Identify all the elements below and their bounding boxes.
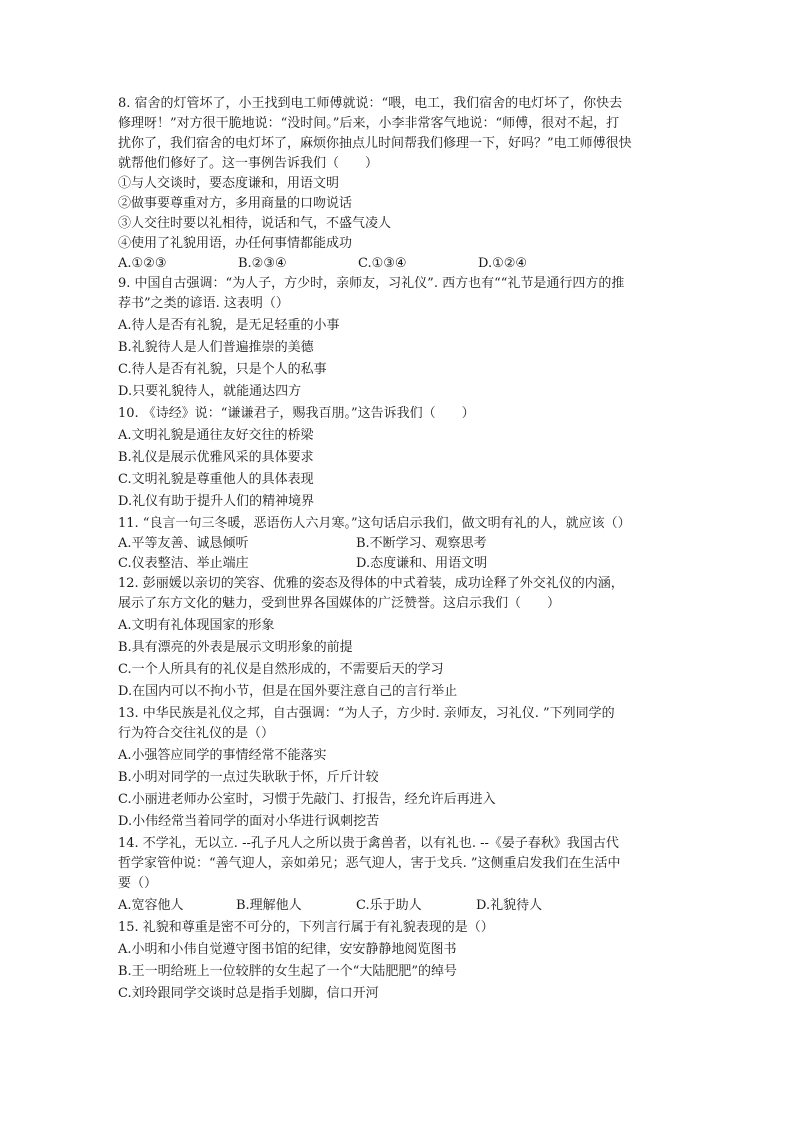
option-b: B.②③④ <box>238 256 287 271</box>
option-d: D.态度谦和、用语文明 <box>356 556 488 571</box>
option-c: C.文明礼貌是尊重他人的具体表现 <box>118 472 314 487</box>
option-d: D.①②④ <box>478 256 528 271</box>
option-c: C.一个人所具有的礼仪是自然形成的，不需要后天的学习 <box>118 662 444 677</box>
option-c: C.刘玲跟同学交谈时总是指手划脚，信口开河 <box>118 986 379 1001</box>
option-row <box>118 534 678 554</box>
question-8 <box>118 94 678 274</box>
statement-item: ④使用了礼貌用语，办任何事情都能成功 <box>118 236 353 251</box>
question-stem: 9. 中国自古强调：“为人子，方少时，亲师友，习礼仪”. 西方也有““礼节是通行四方的推 <box>118 276 625 291</box>
option-row <box>118 554 678 574</box>
option-d: D.礼仪有助于提升人们的精神境界 <box>118 494 315 509</box>
option-c: C.①③④ <box>358 256 407 271</box>
option-a: A.①②③ <box>118 256 167 271</box>
option-b: B.不断学习、观察思考 <box>356 536 487 551</box>
option-a: A.平等友善、诚恳倾听 <box>118 536 249 551</box>
question-stem: 要（） <box>118 876 158 891</box>
question-14 <box>118 834 678 916</box>
question-stem: 10. 《诗经》说：“谦谦君子，赐我百朋。”这告诉我们（ ） <box>118 406 475 421</box>
option-d: D.在国内可以不拘小节，但是在国外要注意自己的言行举止 <box>118 684 458 699</box>
option-d: D.只要礼貌待人，就能通达四方 <box>118 384 302 399</box>
option-a: A.小明和小伟自觉遵守图书馆的纪律，安安静静地阅览图书 <box>118 942 457 957</box>
option-b: B.理解他人 <box>236 898 302 913</box>
question-11 <box>118 514 678 574</box>
question-stem: 哲学家管仲说：“善气迎人，亲如弟兄；恶气迎人，害于戈兵. ”这侧重启发我们在生活中 <box>118 856 621 871</box>
question-stem: 11. “良言一句三冬暖，恶语伤人六月寒。”这句话启示我们，做文明有礼的人，就应该（） <box>118 516 631 531</box>
option-a: A.宽容他人 <box>118 898 184 913</box>
question-stem: 就帮他们修好了。这一事例告诉我们（ ） <box>118 156 379 171</box>
option-c: C.乐于助人 <box>356 898 422 913</box>
option-a: A.待人是否有礼貌，是无足轻重的小事 <box>118 318 340 333</box>
question-list <box>118 94 678 1004</box>
option-b: B.王一明给班上一位较胖的女生起了一个“大陆肥肥”的绰号 <box>118 964 457 979</box>
question-stem: 修理呀！”对方很干脆地说：“没时间。”后来，小李非常客气地说：“师傅，很对不起，打 <box>118 116 620 131</box>
statement-item: ③人交往时要以礼相待，说话和气，不盛气凌人 <box>118 216 392 231</box>
option-a: A.小强答应同学的事情经常不能落实 <box>118 748 327 763</box>
question-stem: 15. 礼貌和尊重是密不可分的，下列言行属于有礼貌表现的是（） <box>118 920 494 935</box>
option-a: A.文明有礼体现国家的形象 <box>118 618 275 633</box>
option-c: C.仪表整洁、举止端庄 <box>118 556 249 571</box>
option-b: B.小明对同学的一点过失耿耿于怀，斤斤计较 <box>118 770 379 785</box>
question-stem: 14. 不学礼，无以立. --孔子凡人之所以贵于禽兽者，以有礼也. --《晏子春秋》我国古代 <box>118 836 619 851</box>
option-d: D.礼貌待人 <box>476 898 543 913</box>
option-b: B.礼仪是展示优雅风采的具体要求 <box>118 450 314 465</box>
question-10 <box>118 404 678 512</box>
option-b: B.礼貌待人是人们普遍推崇的美德 <box>118 340 314 355</box>
option-c: C.待人是否有礼貌，只是个人的私事 <box>118 362 327 377</box>
question-stem: 展示了东方文化的魅力，受到世界各国媒体的广泛赞誉。这启示我们（ ） <box>118 596 561 611</box>
question-stem: 13. 中华民族是礼仪之邦，自古强调：“为人子，方少时. 亲师友，习礼仪. ”下列同学的 <box>118 706 615 721</box>
option-row <box>118 254 678 274</box>
question-13 <box>118 704 678 832</box>
question-12 <box>118 574 678 702</box>
question-9 <box>118 274 678 402</box>
option-b: B.具有漂亮的外表是展示文明形象的前提 <box>118 640 353 655</box>
question-stem: 行为符合交往礼仪的是（） <box>118 726 275 741</box>
option-a: A.文明礼貌是通往友好交往的桥梁 <box>118 428 314 443</box>
option-d: D.小伟经常当着同学的面对小华进行讽刺挖苦 <box>118 814 380 829</box>
question-stem: 荐书”之类的谚语. 这表明（） <box>118 296 289 311</box>
statement-item: ②做事要尊重对方，多用商量的口吻说话 <box>118 196 353 211</box>
statement-item: ①与人交谈时，要态度谦和，用语文明 <box>118 176 340 191</box>
option-c: C.小丽进老师办公室时，习惯于先敲门、打报告，经允许后再进入 <box>118 792 496 807</box>
question-stem: 扰你了，我们宿舍的电灯坏了，麻烦你抽点儿时间帮我们修理一下，好吗？”电工师傅很快 <box>118 136 632 151</box>
question-stem: 8. 宿舍的灯管坏了，小王找到电工师傅就说：“喂，电工，我们宿舍的电灯坏了，你快去 <box>118 96 623 111</box>
option-row <box>118 896 678 916</box>
question-stem: 12. 彭丽媛以亲切的笑容、优雅的姿态及得体的中式着装，成功诠释了外交礼仪的内涵， <box>118 576 624 591</box>
question-15 <box>118 918 678 1004</box>
